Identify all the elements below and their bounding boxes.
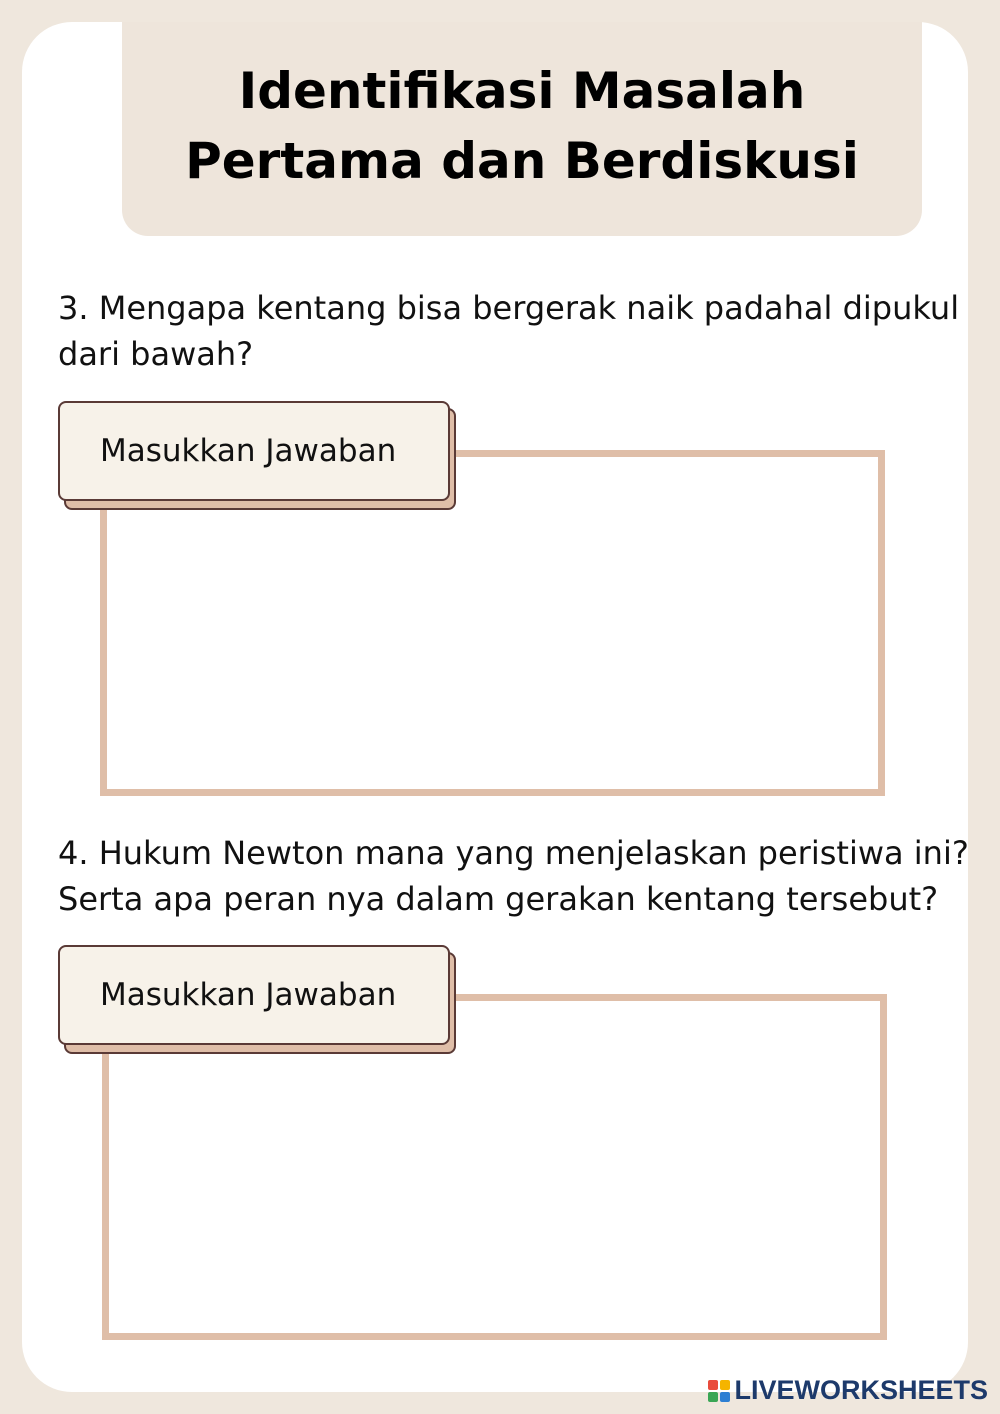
liveworksheets-watermark [708,1375,988,1406]
question-4-line-2: Serta apa peran nya dalam gerakan kentang tersebut? [58,880,939,918]
title-box [122,22,922,236]
title-line-1: Identifikasi Masalah [238,62,806,120]
liveworksheets-logo-icon [708,1380,730,1402]
question-3-line-1: 3. Mengapa kentang bisa bergerak naik padahal dipukul [58,289,960,327]
answer-input-4[interactable]: Masukkan Jawaban [58,945,450,1045]
watermark-text: LIVEWORKSHEETS [734,1375,988,1405]
title-line-2: Pertama dan Berdiskusi [185,132,859,190]
question-3-line-2: dari bawah? [58,335,254,373]
question-4-line-1: 4. Hukum Newton mana yang menjelaskan peristiwa ini? [58,834,969,872]
answer-input-3[interactable]: Masukkan Jawaban [58,401,450,501]
